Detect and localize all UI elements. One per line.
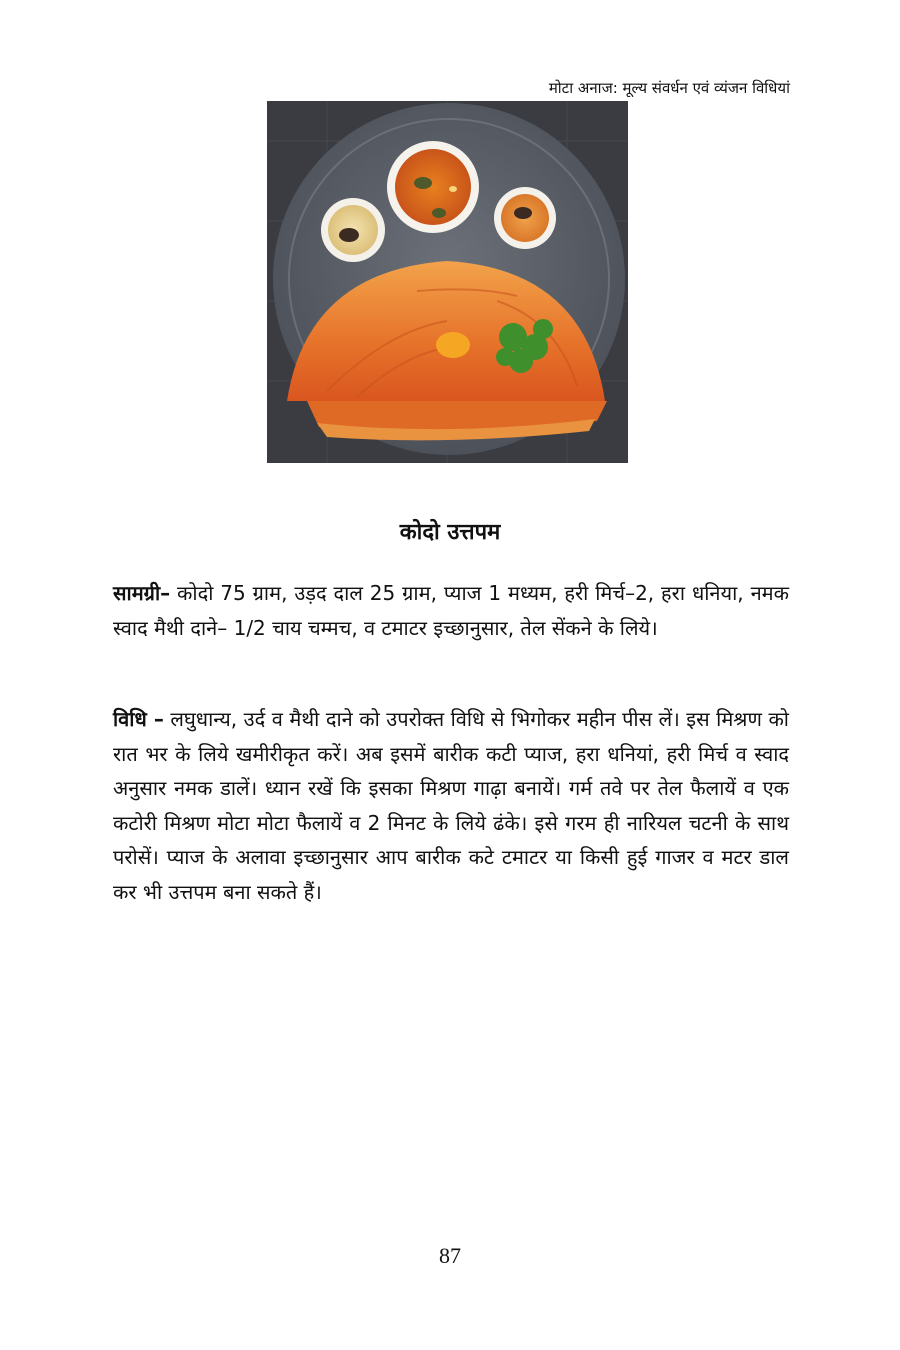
butter bbox=[436, 332, 470, 358]
running-header: मोटा अनाज: मूल्य संवर्धन एवं व्यंजन विधियां bbox=[548, 79, 790, 97]
method-paragraph bbox=[113, 702, 789, 909]
ingredients-label: सामग्री– bbox=[113, 581, 171, 605]
page-number: 87 bbox=[439, 1243, 461, 1268]
method-label: विधि – bbox=[113, 707, 164, 731]
method-text: लघुधान्य, उर्द व मैथी दाने को उपरोक्त विधि से भिगोकर महीन पीस लें। इस मिश्रण को रात भर के लिये खमीरीकृत करें। अब इसमें बारीक कटी प्याज, हरा धनियां, हरी मिर्च व स्वाद अनुसार नमक डालें। ध्यान रखें कि इसका मिश्रण गाढ़ा बनायें। गर्म तवे पर तेल फैलायें व एक कटोरी मिश्रण मोटा मोटा फैलायें व 2 मिनट के लिये ढंके। इसे गरम ही नारियल चटनी के साथ परोसें। प्याज के अलावा इच्छानुसार आप बारीक कटे टमाटर या किसी हुई गाजर व मटर डाल कर भी उत्तपम बना सकते हैं। bbox=[113, 707, 789, 904]
recipe-title: कोदो उत्तपम bbox=[399, 520, 501, 545]
ingredients-text: कोदो 75 ग्राम, उड़द दाल 25 ग्राम, प्याज 1 मध्यम, हरी मिर्च–2, हरा धनिया, नमक स्वाद मैथी दाने– 1/2 चाय चम्मच, व टमाटर इच्छानुसार, तेल सेंकने के लिये। bbox=[113, 581, 789, 640]
ingredients-paragraph bbox=[113, 576, 789, 645]
dosa-plate-photo bbox=[267, 101, 628, 463]
